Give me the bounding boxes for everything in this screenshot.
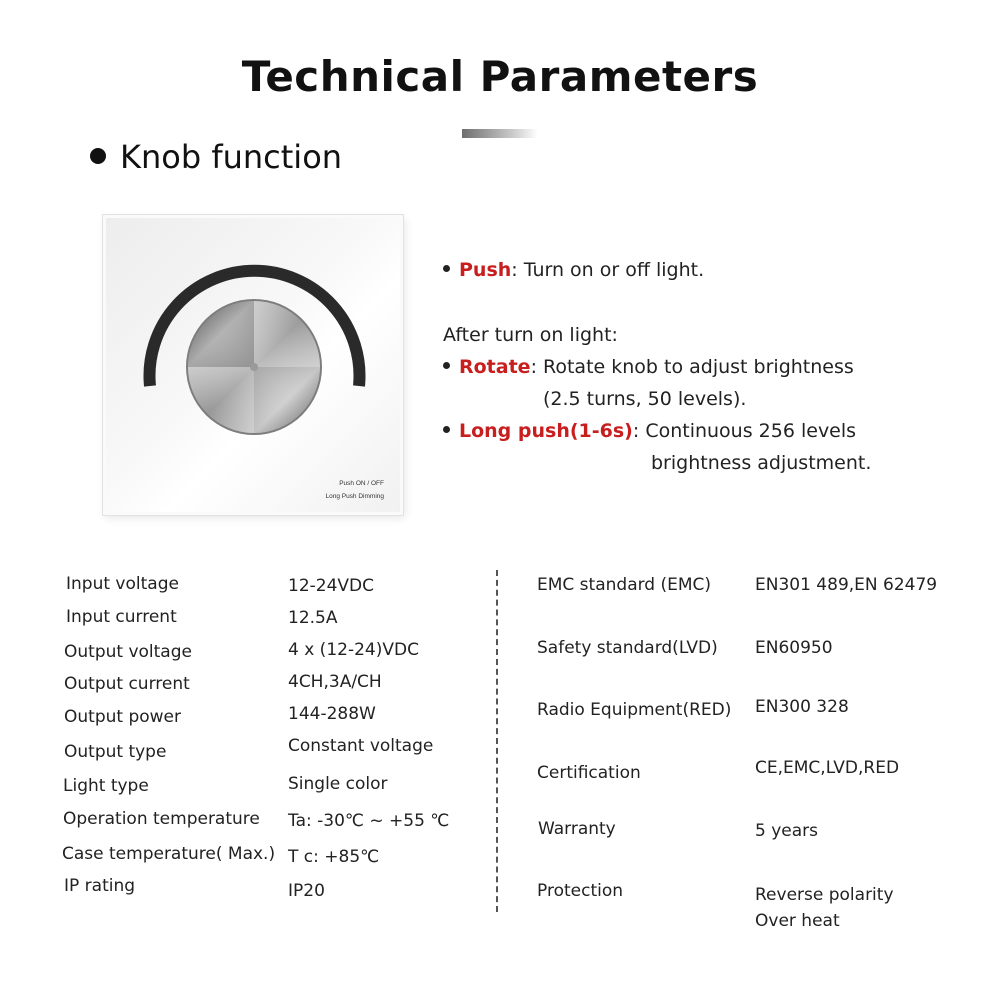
spec-label: Output power — [64, 707, 181, 727]
panel-label-long-push: Long Push Dimming — [325, 493, 384, 500]
section-heading-text: Knob function — [120, 138, 343, 176]
spec-label: Warranty — [538, 819, 616, 839]
spec-value: Constant voltage — [288, 736, 434, 756]
spec-label: Protection — [537, 881, 624, 901]
spec-label: Output type — [64, 742, 167, 762]
spec-value: 12-24VDC — [288, 576, 374, 596]
spec-value: Reverse polarity — [755, 885, 894, 905]
long-push-description — [443, 420, 856, 442]
spec-value: CE,EMC,LVD,RED — [755, 758, 900, 778]
spec-value-line2: Over heat — [755, 911, 840, 931]
bullet-icon — [443, 265, 450, 272]
spec-label: Safety standard(LVD) — [537, 638, 718, 658]
section-heading — [90, 138, 342, 176]
push-text: : Turn on or off light. — [511, 259, 705, 281]
spec-label: IP rating — [64, 876, 136, 896]
spec-value: 5 years — [755, 821, 819, 841]
spec-label: EMC standard (EMC) — [537, 575, 712, 595]
knob-icon — [186, 299, 322, 435]
long-push-text-line2: brightness adjustment. — [651, 452, 872, 474]
spec-label: Input current — [66, 607, 177, 627]
title-underline — [462, 129, 538, 138]
page-title: Technical Parameters — [241, 52, 759, 101]
spec-label: Radio Equipment(RED) — [537, 700, 732, 720]
spec-label: Output voltage — [64, 642, 192, 662]
spec-value: EN60950 — [755, 638, 833, 658]
spec-value: Single color — [288, 774, 388, 794]
spec-value: EN300 328 — [755, 697, 849, 717]
bullet-icon — [443, 426, 450, 433]
spec-value: 4CH,3A/CH — [288, 672, 382, 692]
rotate-text: : Rotate knob to adjust brightness — [530, 356, 854, 378]
spec-label: Operation temperature — [63, 809, 260, 829]
rotate-label: Rotate — [459, 356, 531, 378]
dimmer-knob-illustration — [106, 218, 400, 512]
spec-label: Output current — [64, 674, 190, 694]
dimmer-panel-image — [103, 215, 403, 515]
spec-value: 4 x (12-24)VDC — [288, 640, 419, 660]
bullet-icon — [443, 362, 450, 369]
spec-value: 12.5A — [288, 608, 338, 628]
spec-label: Case temperature( Max.) — [62, 844, 276, 864]
spec-label: Light type — [63, 776, 149, 796]
push-description — [443, 259, 704, 281]
panel-label-push: Push ON / OFF — [339, 480, 384, 487]
after-on-text: After turn on light: — [443, 324, 618, 346]
spec-value: 144-288W — [288, 704, 376, 724]
rotate-text-line2: (2.5 turns, 50 levels). — [543, 388, 747, 410]
long-push-label: Long push(1-6s) — [459, 420, 633, 442]
long-push-text: : Continuous 256 levels — [632, 420, 857, 442]
spec-value: Ta: -30℃ ~ +55 ℃ — [288, 811, 450, 831]
bullet-icon — [90, 148, 106, 164]
spec-value: EN301 489,EN 62479 — [755, 575, 938, 595]
spec-label: Input voltage — [66, 574, 179, 594]
spec-value: T c: +85℃ — [288, 847, 380, 867]
spec-value: IP20 — [288, 881, 325, 901]
spec-label: Certification — [537, 763, 641, 783]
rotate-description — [443, 356, 854, 378]
column-divider — [496, 570, 498, 912]
push-label: Push — [459, 259, 512, 281]
